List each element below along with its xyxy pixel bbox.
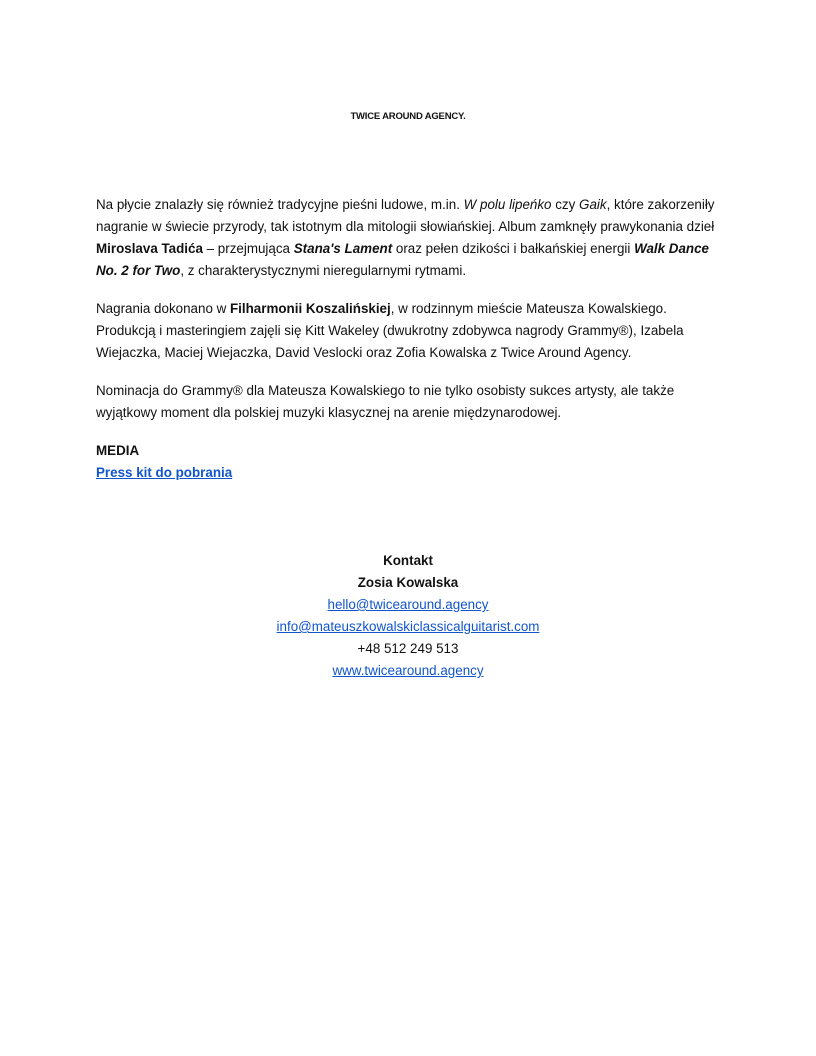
contact-phone: +48 512 249 513 [357, 641, 459, 656]
text-span: , z charakterystycznymi nieregularnymi rytmami. [180, 263, 467, 278]
email-link-info[interactable]: info@mateuszkowalskiclassicalguitarist.com [276, 619, 540, 634]
text-span: oraz pełen dzikości i bałkańskiej energii [392, 241, 635, 256]
work-title-stanas-lament: Stana's Lament [293, 241, 393, 256]
paragraph-album-contents [96, 194, 720, 282]
text-span: , które zakorzeniły nagranie w świecie przyrody, tak istotnym dla mitologii słowiańskiej. Album zamknęły prawykonania dzieł [96, 197, 715, 234]
text-span: Nagrania dokonano w [96, 301, 230, 316]
text-span: – przejmująca [202, 241, 294, 256]
text-span: czy [551, 197, 580, 212]
venue-name: Filharmonii Koszalińskiej [230, 301, 391, 316]
email-link-hello[interactable]: hello@twicearound.agency [327, 597, 489, 612]
text-span: Na płycie znalazły się również tradycyjne pieśni ludowe, m.in. [96, 197, 464, 212]
song-title-w-polu-lipenko: W polu lipeńko [463, 197, 552, 212]
agency-header: TWICE AROUND AGENCY. [350, 111, 466, 122]
contact-name: Zosia Kowalska [357, 575, 459, 590]
paragraph-nomination: Nominacja do Grammy® dla Mateusza Kowalskiego to nie tylko osobisty sukces artysty, ale także wyjątkowy moment dla polskiej muzyki klasycznej na arenie międzynarodowej. [96, 383, 675, 420]
contact-block [96, 550, 720, 682]
song-title-gaik: Gaik [579, 197, 607, 212]
document-body [96, 194, 720, 484]
website-link[interactable]: www.twicearound.agency [332, 663, 484, 678]
text-span: , w rodzinnym mieście Mateusza Kowalskiego. Produkcją i masteringiem zajęli się Kitt Wakeley (dwukrotny zdobywca nagrody Grammy®), Izabela Wiejaczka, Maciej Wiejaczka, David Veslocki oraz Zofia Kowalska z Twice Around Agency. [96, 301, 684, 360]
media-heading: MEDIA [96, 443, 140, 458]
press-kit-link[interactable]: Press kit do pobrania [96, 465, 233, 480]
paragraph-recording [96, 298, 720, 364]
contact-heading: Kontakt [383, 553, 433, 568]
work-title-walk-dance: Walk Dance No. 2 for Two [96, 241, 710, 278]
composer-name: Miroslava Tadića [96, 241, 203, 256]
